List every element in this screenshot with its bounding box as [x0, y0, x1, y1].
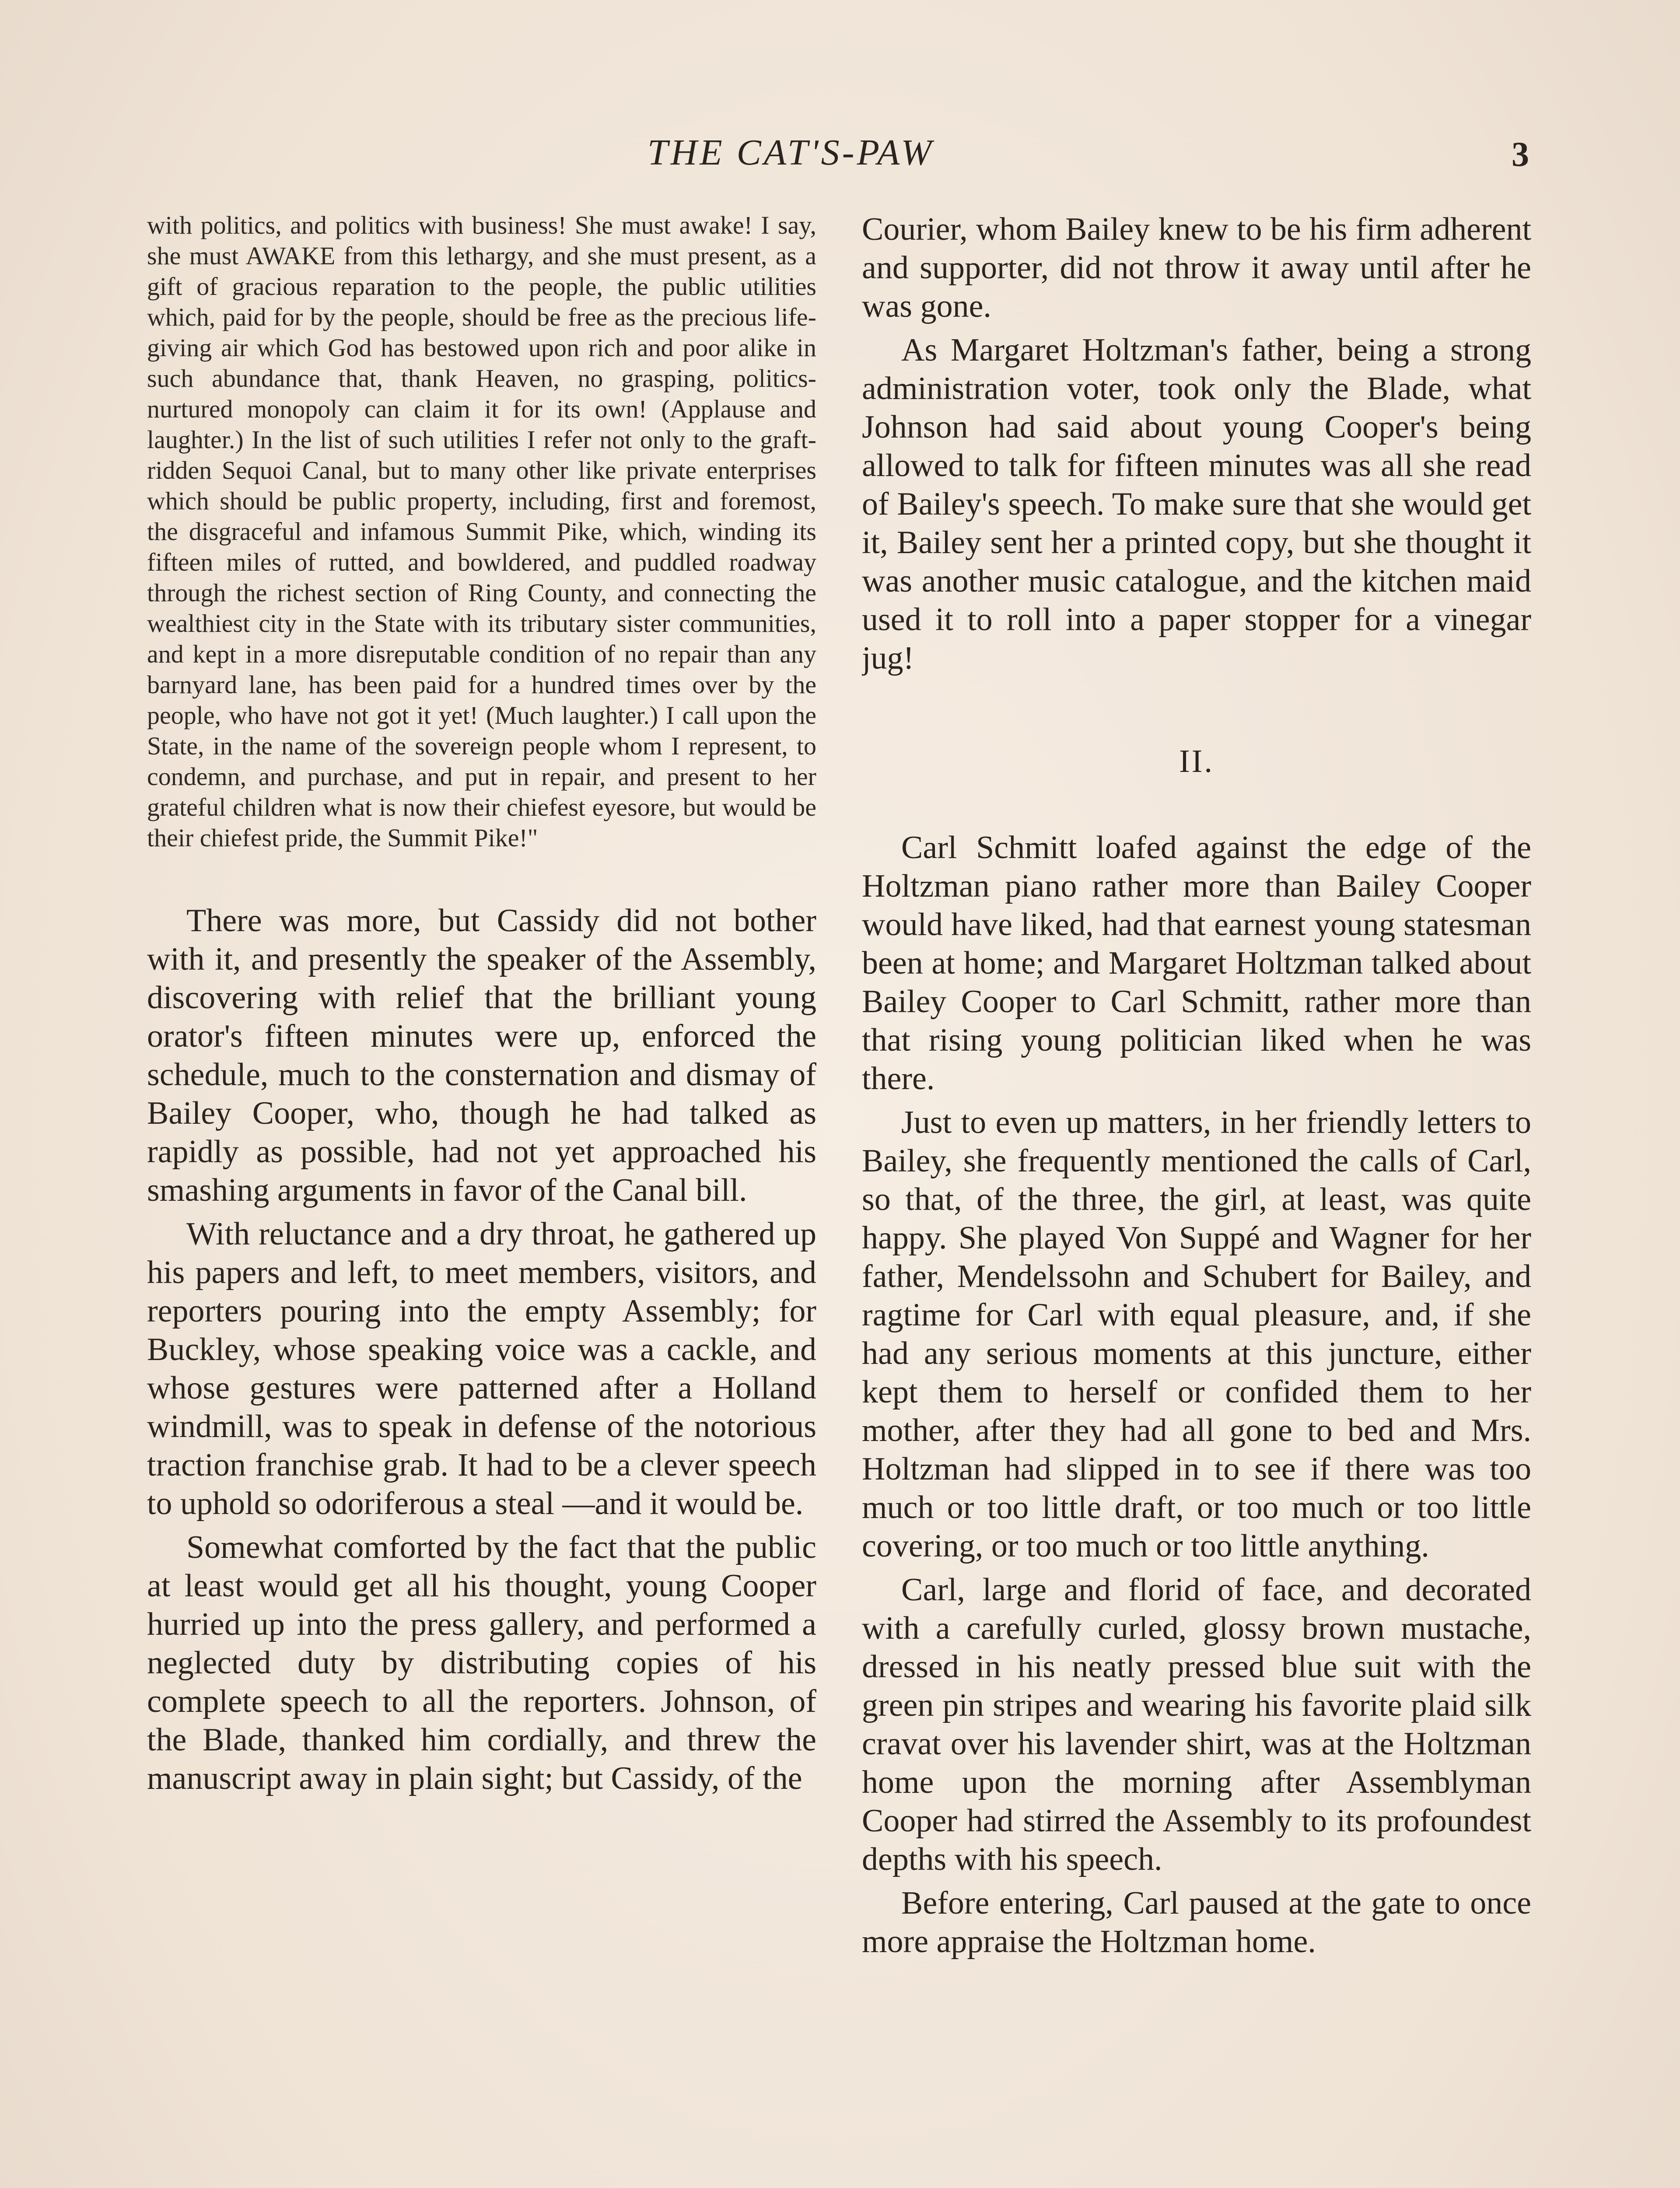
left-column [147, 210, 816, 2188]
body-paragraph: Just to even up matters, in her friendly letters to Bailey, she frequently mentioned the calls of Carl, so that, of the three, the girl, at least, was quite happy. She played Von Suppé and Wagner for her father, Mendelssohn and Schubert for Bailey, and ragtime for Carl with equal pleasure, and, if she had any serious moments at this juncture, either kept them to herself or confided them to her mother, after they had all gone to bed and Mrs. Holtzman had slipped in to see if there was too much or too little draft, or too much or too little covering, or too much or too little anything. [862, 1105, 1531, 1564]
speech-quote: with politics, and politics with business! She must awake! I say, she must AWAKE from this lethargy, and she must present, as a gift of gracious reparation to the people, the public utilities which, paid for by the people, should be free as the precious life-giving air which God has bestowed upon rich and poor alike in such abundance that, thank Heaven, no grasping, politics-nurtured monopoly can claim it for its own! (Applause and laughter.) In the list of such utilities I refer not only to the graft-ridden Sequoi Canal, but to many other like private enterprises which should be public property, including, first and foremost, the disgraceful and infamous Summit Pike, which, winding its fifteen miles of rutted, and bowldered, and puddled roadway through the richest section of Ring County, and connecting the wealthiest city in the State with its tributary sister communities, and kept in a more disreputable condition of no repair than any barnyard lane, has been paid for a hundred times over by the people, who have not got it yet! (Much laughter.) I call upon the State, in the name of the sovereign people whom I represent, to condemn, and purchase, and put in repair, and present to her grateful children what is now their chiefest eyesore, but would be their chiefest pride, the Summit Pike!" [147, 211, 816, 852]
section-heading: II. [1179, 743, 1214, 779]
body-paragraph: As Margaret Holtzman's father, being a strong administration voter, took only the Blade, what Johnson had said about young Cooper's being allowed to talk for fifteen minutes was all she read of Bailey's speech. To make sure that she would get it, Bailey sent her a printed copy, but she thought it was another music catalogue, and the kitchen maid used it to roll into a paper stopper for a vinegar jug! [862, 332, 1531, 676]
body-paragraph: Somewhat comforted by the fact that the public at least would get all his thought, young Cooper hurried up into the press gallery, and performed a neglected duty by distributing copies of his complete speech to all the reporters. Johnson, of the Blade, thanked him cordially, and threw the manuscript away in plain sight; but Cassidy, of the [147, 1529, 816, 1796]
page-header [0, 131, 1680, 184]
body-paragraph: There was more, but Cassidy did not bother with it, and presently the speaker of the Assembly, discovering with relief that the brilliant young orator's fifteen minutes were up, enforced the schedule, much to the consternation and dismay of Bailey Cooper, who, though he had talked as rapidly as possible, had not yet approached his smashing arguments in favor of the Canal bill. [147, 903, 816, 1208]
continued-paragraph: Courier, whom Bailey knew to be his firm adherent and supporter, did not throw it away until after he was gone. [862, 211, 1531, 324]
body-paragraph: Carl, large and florid of face, and decorated with a carefully curled, glossy brown mustache, dressed in his neatly pressed blue suit with the green pin stripes and wearing his favorite plaid silk cravat over his lavender shirt, was at the Holtzman home upon the morning after Assemblyman Cooper had stirred the Assembly to its profoundest depths with his speech. [862, 1572, 1531, 1877]
body-paragraph: Before entering, Carl paused at the gate to once more appraise the Holtzman home. [862, 1885, 1531, 1960]
page-number: 3 [1512, 135, 1529, 174]
body-paragraph: With reluctance and a dry throat, he gathered up his papers and left, to meet members, visitors, and reporters pouring into the empty Assembly; for Buckley, whose speaking voice was a cackle, and whose gestures were patterned after a Holland windmill, was to speak in defense of the notorious traction franchise grab. It had to be a clever speech to uphold so odoriferous a steal —and it would be. [147, 1216, 816, 1522]
running-title: THE CAT'S-PAW [648, 132, 934, 173]
body-paragraph: Carl Schmitt loafed against the edge of the Holtzman piano rather more than Bailey Cooper would have liked, had that earnest young statesman been at home; and Margaret Holtzman talked about Bailey Cooper to Carl Schmitt, rather more than that rising young politician liked when he was there. [862, 830, 1531, 1097]
right-column [862, 210, 1531, 2188]
